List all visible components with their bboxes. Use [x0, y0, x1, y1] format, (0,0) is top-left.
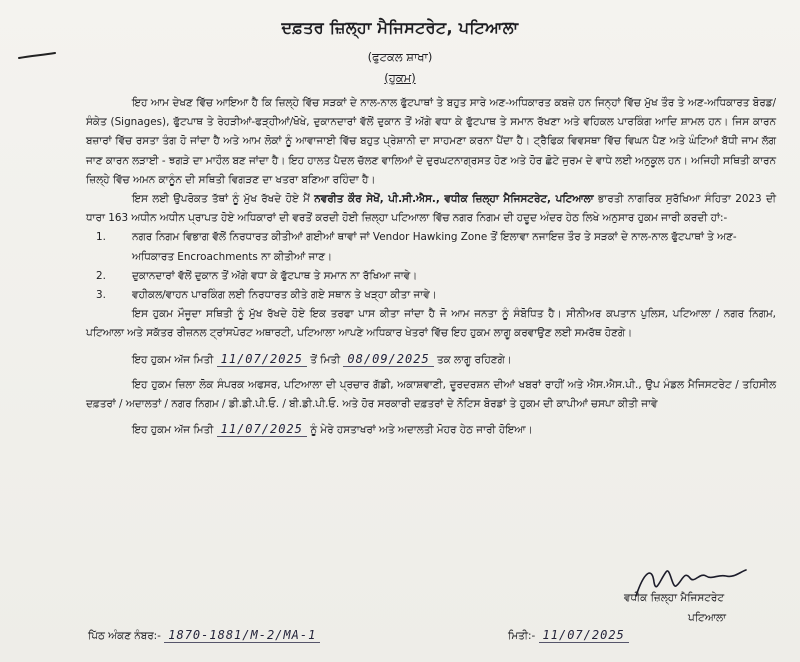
paragraph-enforcement: ਇਸ ਹੁਕਮ ਮੌਜੂਦਾ ਸਥਿਤੀ ਨੂੰ ਮੁੱਖ ਰੱਖਦੇ ਹੋਏ ਇਕ ਤਰਫਾ ਪਾਸ ਕੀਤਾ ਜਾਂਦਾ ਹੈ ਜੋ ਆਮ ਜਨਤਾ ਨੂੰ ਸੰਬੋਧਿਤ ਹੈ। ਸੀਨੀਅਰ ਕਪਤਾਨ ਪੁਲਿਸ, ਪਟਿਆਲਾ / ਨਗਰ ਨਿਗਮ, ਪਟਿਆਲਾ ਅਤੇ ਸਕੱਤਰ ਰੀਜ਼ਨਲ ਟ੍ਰਾਂਸਪੋਰਟ ਅਥਾਰਟੀ, ਪਟਿਆਲਾ ਆਪਣੇ ਅਧਿਕਾਰ ਖੇਤਰਾਂ ਵਿੱਚ ਇਹ ਹੁਕਮ ਲਾਗੂ ਕਰਵਾਉਣ ਲਈ ਸਮਰੱਥ ਹੋਣਗੇ। [86, 308, 776, 340]
paragraph-background: ਇਹ ਆਮ ਦੇਖਣ ਵਿੱਚ ਆਇਆ ਹੈ ਕਿ ਜ਼ਿਲ੍ਹੇ ਵਿੱਚ ਸੜਕਾਂ ਦੇ ਨਾਲ-ਨਾਲ ਫੁੱਟਪਾਥਾਂ ਤੇ ਬਹੁਤ ਸਾਰੇ ਅਣ-ਅਧਿਕਾਰਤ ਕਬਜ਼ੇ ਹਨ ਜਿਨ੍ਹਾਂ ਵਿੱਚ ਮੁੱਖ ਤੌਰ ਤੇ ਅਣ-ਅਧਿਕਾਰਤ ਬੋਰਡ/ਸੰਕੇਤ (Signages), ਫੁੱਟਪਾਥ ਤੇ ਰੇਹੜੀਆਂ-ਫੜ੍ਹੀਆਂ/ਖੋਖੇ, ਦੁਕਾਨਦਾਰਾਂ ਵੱਲੋਂ ਦੁਕਾਨ ਤੋਂ ਅੱਗੇ ਵਧਾ ਕੇ ਫੁੱਟਪਾਥ ਤੇ ਸਮਾਨ ਰੱਖਣਾ ਅਤੇ ਵਹਿਕਲ ਪਾਰਕਿੰਗ ਆਦਿ ਸ਼ਾਮਲ ਹਨ। ਜਿਸ ਕਾਰਨ ਬਜ਼ਾਰਾਂ ਵਿੱਚ ਰਸਤਾ ਤੰਗ ਹੋ ਜਾਂਦਾ ਹੈ ਅਤੇ ਆਮ ਲੋਕਾਂ ਨੂੰ ਆਵਾਜਾਈ ਵਿੱਚ ਬਹੁਤ ਪ੍ਰੇਸ਼ਾਨੀ ਦਾ ਸਾਹਮਣਾ ਕਰਨਾ ਪੈਂਦਾ ਹੈ। ਟ੍ਰੈਫਿਕ ਵਿਵਸਥਾ ਵਿੱਚ ਵਿਘਨ ਪੈਣ ਅਤੇ ਘੰਟਿਆਂ ਬੱਧੀ ਜਾਮ ਲੱਗ ਜਾਣ ਕਾਰਨ ਲੜਾਈ - ਝਗੜੇ ਦਾ ਮਾਹੌਲ ਬਣ ਜਾਂਦਾ ਹੈ। ਇਹ ਹਾਲਤ ਪੈਦਲ ਚੱਲਣ ਵਾਲਿਆਂ ਦੇ ਦੁਰਘਟਨਾਗ੍ਰਸਤ ਹੋਣ ਅਤੇ ਹੋਰ ਛੋਟੇ ਜੁਰਮ ਦੇ ਵਾਧੇ ਲਈ ਅਨੁਕੂਲ ਹਨ। ਅਜਿਹੀ ਸਥਿਤੀ ਕਾਰਨ ਜ਼ਿਲ੍ਹੇ ਵਿੱਚ ਅਮਨ ਕਾਨੂੰਨ ਦੀ ਸਥਿਤੀ ਵਿਗੜਣ ਦਾ ਖਤਰਾ ਬਣਿਆ ਰਹਿੰਦਾ ਹੈ। [86, 97, 776, 186]
branch-name: (ਫੁਟਕਲ ਸ਼ਾਖਾ) [367, 50, 433, 64]
list-item-number: 1. [96, 231, 106, 244]
authority-text-start: ਇਸ ਲਈ ਉਪਰੋਕਤ ਤੱਥਾਂ ਨੂੰ ਮੁੱਖ ਰੱਖਦੇ ਹੋਏ ਮੈਂ [132, 193, 315, 206]
list-item [86, 267, 776, 286]
endorsement-label: ਪਿੱਠ ਅੰਕਣ ਨੰਬਰ:- [88, 630, 161, 642]
officer-name: ਨਵਰੀਤ ਕੌਰ ਸੇਖੋਂ, ਪੀ.ਸੀ.ਐਸ., ਵਧੀਕ ਜ਼ਿਲ੍ਹਾ ਮੈਜਿਸਟਰੇਟ, ਪਟਿਆਲਾ [314, 193, 594, 206]
list-item-number: 3. [96, 289, 106, 302]
validity-to-date: 08/09/2025 [343, 352, 433, 367]
validity-mid: ਤੋਂ ਮਿਤੀ [310, 353, 341, 366]
footer-date-label: ਮਿਤੀ:- [508, 630, 536, 642]
list-item [86, 228, 776, 266]
authority-text-end: ਭਾਰਤੀ ਨਾਗਰਿਕ ਸੁਰੱਖਿਆ ਸੰਹਿਤਾ 2023 ਦੀ ਧਾਰਾ 163 ਅਧੀਨ ਅਧੀਨ ਪ੍ਰਾਪਤ ਹੋਏ ਅਧਿਕਾਰਾਂ ਦੀ ਵਰਤੋਂ ਕਰਦੀ ਹੋਈ ਜ਼ਿਲ੍ਹਾ ਪਟਿਆਲਾ ਵਿੱਚ ਨਗਰ ਨਿਗਮ ਦੀ ਹਦੂਦ ਅੰਦਰ ਹੇਠ ਲਿਖੇ ਅਨੁਸਾਰ ਹੁਕਮ ਜਾਰੀ ਕਰਦੀ ਹਾਂ:- [86, 193, 776, 225]
validity-line [86, 350, 776, 370]
paragraph-order-authority [86, 190, 776, 228]
footer-date-line [508, 628, 629, 643]
document-header [0, 18, 800, 86]
signatory-title: ਵਧੀਕ ਜ਼ਿਲ੍ਹਾ ਮੈਜਿਸਟਰੇਟ [624, 592, 725, 604]
order-body [86, 94, 776, 446]
list-item [86, 286, 776, 305]
order-label: (ਹੁਕਮ) [384, 71, 416, 85]
issue-line [86, 420, 776, 440]
office-title: ਦਫ਼ਤਰ ਜ਼ਿਲ੍ਹਾ ਮੈਜਿਸਟਰੇਟ, ਪਟਿਆਲਾ [281, 18, 519, 37]
paragraph-publicity: ਇਹ ਹੁਕਮ ਜ਼ਿਲਾ ਲੋਕ ਸੰਪਰਕ ਅਫਸਰ, ਪਟਿਆਲਾ ਦੀ ਪ੍ਰਚਾਰ ਗੱਡੀ, ਅਕਾਸ਼ਵਾਣੀ, ਦੂਰਦਰਸ਼ਨ ਦੀਆਂ ਖਬਰਾਂ ਰਾਹੀਂ ਅਤੇ ਐਸ.ਐਸ.ਪੀ., ਉਪ ਮੰਡਲ ਮੈਜਿਸਟਰੇਟ / ਤਹਿਸੀਲ ਦਫ਼ਤਰਾਂ / ਅਦਾਲਤਾਂ / ਨਗਰ ਨਿਗਮ / ਡੀ.ਡੀ.ਪੀ.ਓ. / ਬੀ.ਡੀ.ਪੀ.ਓ. ਅਤੇ ਹੋਰ ਸਰਕਾਰੀ ਦਫ਼ਤਰਾਂ ਦੇ ਨੋਟਿਸ ਬੋਰਡਾਂ ਤੇ ਹੁਕਮ ਦੀ ਕਾਪੀਆਂ ਚਸਪਾ ਕੀਤੀ ਜਾਵੇ [86, 378, 776, 411]
signatory-place: ਪਟਿਆਲਾ [688, 612, 727, 624]
issue-prefix: ਇਹ ਹੁਕਮ ਅੱਜ ਮਿਤੀ [132, 424, 214, 437]
list-item-number: 2. [96, 269, 106, 282]
issue-date: 11/07/2025 [217, 422, 307, 437]
list-item-text: ਨਗਰ ਨਿਗਮ ਵਿਭਾਗ ਵੱਲੋਂ ਨਿਰਧਾਰਤ ਕੀਤੀਆਂ ਗਈਆਂ ਥਾਵਾਂ ਜਾਂ Vendor Hawking Zone ਤੋਂ ਇਲਾਵਾ ਨਜਾਇਜ਼ ਤੌਰ ਤੇ ਸੜਕਾਂ ਦੇ ਨਾਲ-ਨਾਲ ਫੁੱਟਪਾਥਾਂ ਤੇ ਅਣ-ਅਧਿਕਾਰਤ Encroachments ਨਾ ਕੀਤੀਆਂ ਜਾਣ। [132, 231, 737, 263]
validity-prefix: ਇਹ ਹੁਕਮ ਅੱਜ ਮਿਤੀ [132, 353, 214, 366]
list-item-text: ਵਹੀਕਲ/ਵਾਹਨ ਪਾਰਕਿੰਗ ਲਈ ਨਿਰਧਾਰਤ ਕੀਤੇ ਗਏ ਸਥਾਨ ਤੇ ਖੜ੍ਹਾ ਕੀਤਾ ਜਾਵੇ। [132, 289, 437, 302]
endorsement-line [88, 628, 320, 643]
order-directions-list [86, 228, 776, 305]
issue-suffix: ਨੂੰ ਮੇਰੇ ਹਸਤਾਖਰਾਂ ਅਤੇ ਅਦਾਲਤੀ ਮੋਹਰ ਹੇਠ ਜਾਰੀ ਹੋਇਆ। [310, 424, 533, 437]
endorsement-number: 1870-1881/M-2/MA-1 [164, 628, 320, 643]
footer-date: 11/07/2025 [539, 628, 629, 643]
validity-suffix: ਤਕ ਲਾਗੂ ਰਹਿਣਗੇ। [436, 353, 512, 366]
list-item-text: ਦੁਕਾਨਦਾਰਾਂ ਵੱਲੋਂ ਦੁਕਾਨ ਤੋਂ ਅੱਗੇ ਵਧਾ ਕੇ ਫੁੱਟਪਾਥ ਤੇ ਸਮਾਨ ਨਾ ਰੱਖਿਆ ਜਾਵੇ। [132, 269, 418, 282]
validity-from-date: 11/07/2025 [217, 352, 307, 367]
